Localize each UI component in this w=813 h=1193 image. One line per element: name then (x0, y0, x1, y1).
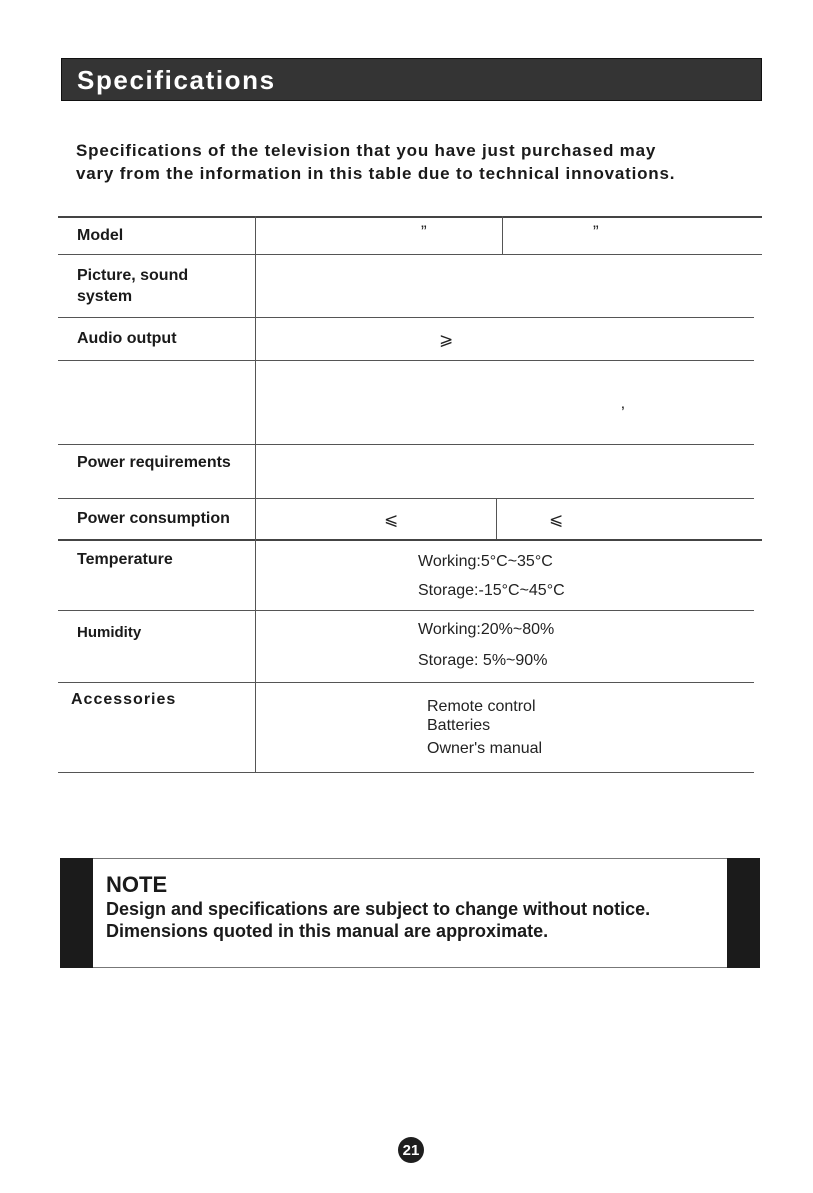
label-humidity: Humidity (77, 624, 142, 641)
label-accessories: Accessories (71, 691, 177, 708)
page-number-badge (398, 1137, 424, 1163)
label-audio-output: Audio output (77, 330, 177, 347)
label-picture-sound-2: system (77, 288, 133, 305)
table-bottom-rule (58, 772, 754, 773)
row-divider (58, 539, 762, 541)
accessory-item: Remote control (427, 698, 536, 715)
table-top-rule (58, 216, 762, 218)
row-divider (58, 254, 762, 255)
section-banner (61, 58, 762, 101)
row-divider (58, 682, 754, 683)
model-mark-b: ” (593, 222, 599, 241)
humidity-storage: Storage: 5%~90% (418, 652, 548, 669)
power-split-divider (496, 498, 497, 539)
model-mark-a: ” (421, 222, 427, 241)
page-number: 21 (402, 1141, 420, 1159)
label-power-consumption: Power consumption (77, 510, 230, 527)
intro-line-1: Specifications of the television that you have just purchased may (76, 141, 657, 160)
row-divider (58, 610, 754, 611)
row-divider (58, 360, 754, 361)
audio-symbol: ⩾ (439, 330, 454, 349)
intro-text (76, 139, 776, 185)
column-divider (255, 216, 256, 772)
power-cons-symbol-b: ⩽ (549, 510, 564, 529)
model-split-divider (502, 216, 503, 254)
label-power-requirements: Power requirements (77, 454, 231, 471)
row-divider (58, 444, 754, 445)
label-picture-sound-1: Picture, sound (77, 267, 189, 284)
page-title: Specifications (77, 65, 276, 95)
intro-line-2: vary from the information in this table due to technical innovations. (76, 164, 676, 183)
label-temperature: Temperature (77, 551, 173, 568)
temperature-working: Working:5°C~35°C (418, 553, 553, 570)
note-line-1: Design and specifications are subject to change without notice. (106, 899, 651, 919)
humidity-working: Working:20%~80% (418, 621, 555, 638)
note-bar-left (60, 858, 93, 968)
note-line-2: Dimensions quoted in this manual are approximate. (106, 921, 549, 941)
extra-mark: ’ (621, 403, 625, 422)
temperature-storage: Storage:-15°C~45°C (418, 582, 565, 599)
label-model: Model (77, 227, 124, 244)
accessory-item: Owner's manual (427, 740, 543, 757)
accessory-item: Batteries (427, 717, 491, 734)
row-divider (58, 498, 754, 499)
power-cons-symbol-a: ⩽ (384, 510, 399, 529)
note-title: NOTE (106, 872, 168, 897)
row-divider (58, 317, 754, 318)
note-bar-right (727, 858, 760, 968)
